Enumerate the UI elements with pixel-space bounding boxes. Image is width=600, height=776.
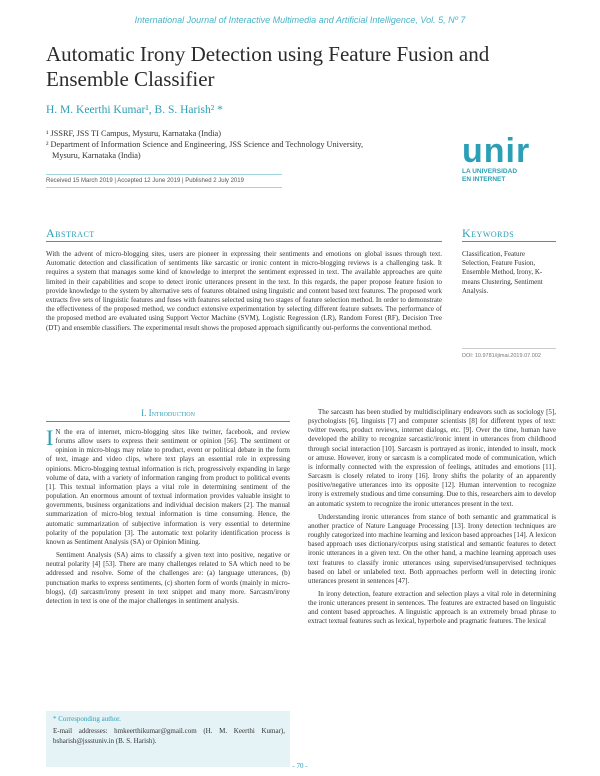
logo-word: unir: [462, 132, 531, 170]
right-column: [308, 408, 556, 631]
paper-title: Automatic Irony Detection using Feature Fusion and Ensemble Classifier: [46, 42, 490, 91]
affiliation-1: ¹ JSSRF, JSS TI Campus, Mysuru, Karnataka (India): [46, 129, 221, 138]
affiliations: [46, 128, 446, 161]
doi: DOI: 10.9781/ijimai.2019.07.002: [462, 353, 541, 359]
section-heading-introduction: I. Introduction: [141, 408, 195, 418]
corresponding-email: E-mail addresses: hmkeerthikumar@gmail.com (H. M. Keerthi Kumar), bsharish@jssstuniv.in (B. S. Harish).: [53, 727, 285, 745]
section-rule: [46, 421, 290, 422]
abstract-text: With the advent of micro-blogging sites, users are pioneer in expressing their sentiments and emotions on global issues through text. Automatic detection and classification of sentiments like sarcastic or ironic content in micro-blogging reviews is a challenging task. It requires a system that manages some kind of knowledge to interpret the sentiment expressed in text. The available approaches are quite limited in their capabilities and scope to detect ironic utterances present in the text. In this regards, the paper propose feature fusion to provide knowledge to the system by alternative sets of features obtained using linguistic and content based text features. The proposed work extracts five sets of linguistic features and fuses with features selected using two stages of feature selection method. In order to demonstrate the effectiveness of the proposed method, we conduct extensive experimentation by selecting different feature subsets. The performance of the proposed method are evaluated using Support Vector Machine (SVM), Logistic Regression (LR), Random Forest (RF), Decision Tree (DT) and ensemble classifiers. The experimental result shows the proposed approach significantly out-performs the conventional method.: [46, 250, 442, 332]
intro-paragraph-1: [46, 425, 290, 547]
unir-logo: [462, 134, 530, 184]
doi-rule: [462, 348, 556, 349]
logo-line-1: LA UNIVERSIDAD: [462, 168, 518, 175]
affiliation-2-cont: Mysuru, Karnataka (India): [52, 151, 141, 160]
drop-cap: I: [46, 425, 54, 450]
intro-paragraph-2: Sentiment Analysis (SA) aims to classify a given text into positive, negative or neutral polarity [4] [53]. There are many challenges related to SA which need to be addressed and resolve. Some of the challenges are: (a) language utterances, (b) punctuation marks to express sentiments, (c) shorten form of words (mainly in micro-blogs), (d) sarcasm/irony present in text snippet and many more. Sarcasm/irony detection in text is one of the major challenges in sentiment analysis.: [46, 551, 290, 605]
authors: H. M. Keerthi Kumar¹, B. S. Harish² *: [46, 104, 223, 116]
corresponding-author-box: [46, 711, 290, 767]
abstract-rule: [46, 241, 442, 242]
corresponding-title: * Corresponding author.: [53, 715, 121, 723]
keywords-heading: Keywords: [462, 226, 515, 240]
abstract-heading: Abstract: [46, 226, 95, 240]
right-paragraph-2: Understanding ironic utterances from stance of both semantic and grammatical is another practice of Nature Language Processing [13]. Irony detection techniques are roughly categorized into machine learning and lexicon based approaches [14]. A lexicon based approach uses dictionary/corpus using statistical and semantic features to detect ironic utterances in a given text. On the other hand, a machine learning approach uses text features to classify ironic utterances using supervised/unsupervised techniques based on label or unlabeled text. Both approaches perform well in detecting ironic utterances present in sentences [47].: [308, 512, 556, 585]
page-number: - 70 -: [292, 762, 308, 770]
logo-line-2: EN INTERNET: [462, 176, 506, 183]
affiliation-2: ² Department of Information Science and Engineering, JSS Science and Technology University,: [46, 140, 364, 149]
right-paragraph-1: The sarcasm has been studied by multidisciplinary endeavors such as sociology [5], psychologists [6], linguists [7] and computer scientists [8] for different types of text: twitter tweets, product reviews, internet dialogs, etc. [9]. Over the time, human have developed the ability to recognize sarcastic/ironic intent in utterances from childhood through social interaction [10]. Sarcasm is portrayed as ironic, intended to insult, mock or amuse. However, irony or sarcasm is a complicated mode of communication, which is informally connected with the expression of feelings, attitudes and emotions [11]. Sarcasm is closely related to irony [16]. Irony shifts the polarity of an apparently positive/negative utterances into its opposite [12]. Human intervention to recognize irony is extremely studious and time consuming. Due to this, researchers aim to develop an automatic system to recognize the ironic utterances present in the text.: [308, 408, 556, 508]
right-paragraph-3: In irony detection, feature extraction and selection plays a vital role in determining the ironic utterances present in sentences. The features are extracted based on linguistic and content based approaches. A linguistic approach is an extremely broad phrase to extract textual features such as lexical, hyperbole and pragmatic features. The lexical: [308, 589, 556, 626]
keywords-rule: [462, 241, 556, 242]
keywords-text: Classification, Feature Selection, Feature Fusion, Ensemble Method, Irony, K-means Clustering, Sentiment Analysis.: [462, 250, 543, 295]
left-column: [46, 425, 290, 610]
publication-dates: Received 15 March 2019 | Accepted 12 June 2019 | Published 2 July 2019: [46, 174, 282, 188]
intro-paragraph-1-text: N the era of internet, micro-blogging sites like twitter, facebook, and review forums allow users to express their sentiment or opinion [56]. The sentiment or opinion in micro-blogs may relate to product, event or political debate in the form of text, image and video clips, where text plays an essential role in expressing opinions. Micro-blogging textual information is rich, progressively expanding in large volume of data, with a variety of information ranging from product to political events [1]. This textual information plays a vital role in determining sentiment of the population. An enormous amount of textual information provides valuable insight to governments, business organizations and individual decision makers [2]. The manual summarization of micro-blog textual information is time consuming. Hence, the automatic summarization of subjective information is very essential to determine polarity of the population [3]. The automatic text polarity identification process is known as Sentiment Analysis (SA) or Opinion Mining.: [46, 428, 290, 546]
journal-header: International Journal of Interactive Multimedia and Artificial Intelligence, Vol. 5, Nº 7: [134, 15, 466, 25]
